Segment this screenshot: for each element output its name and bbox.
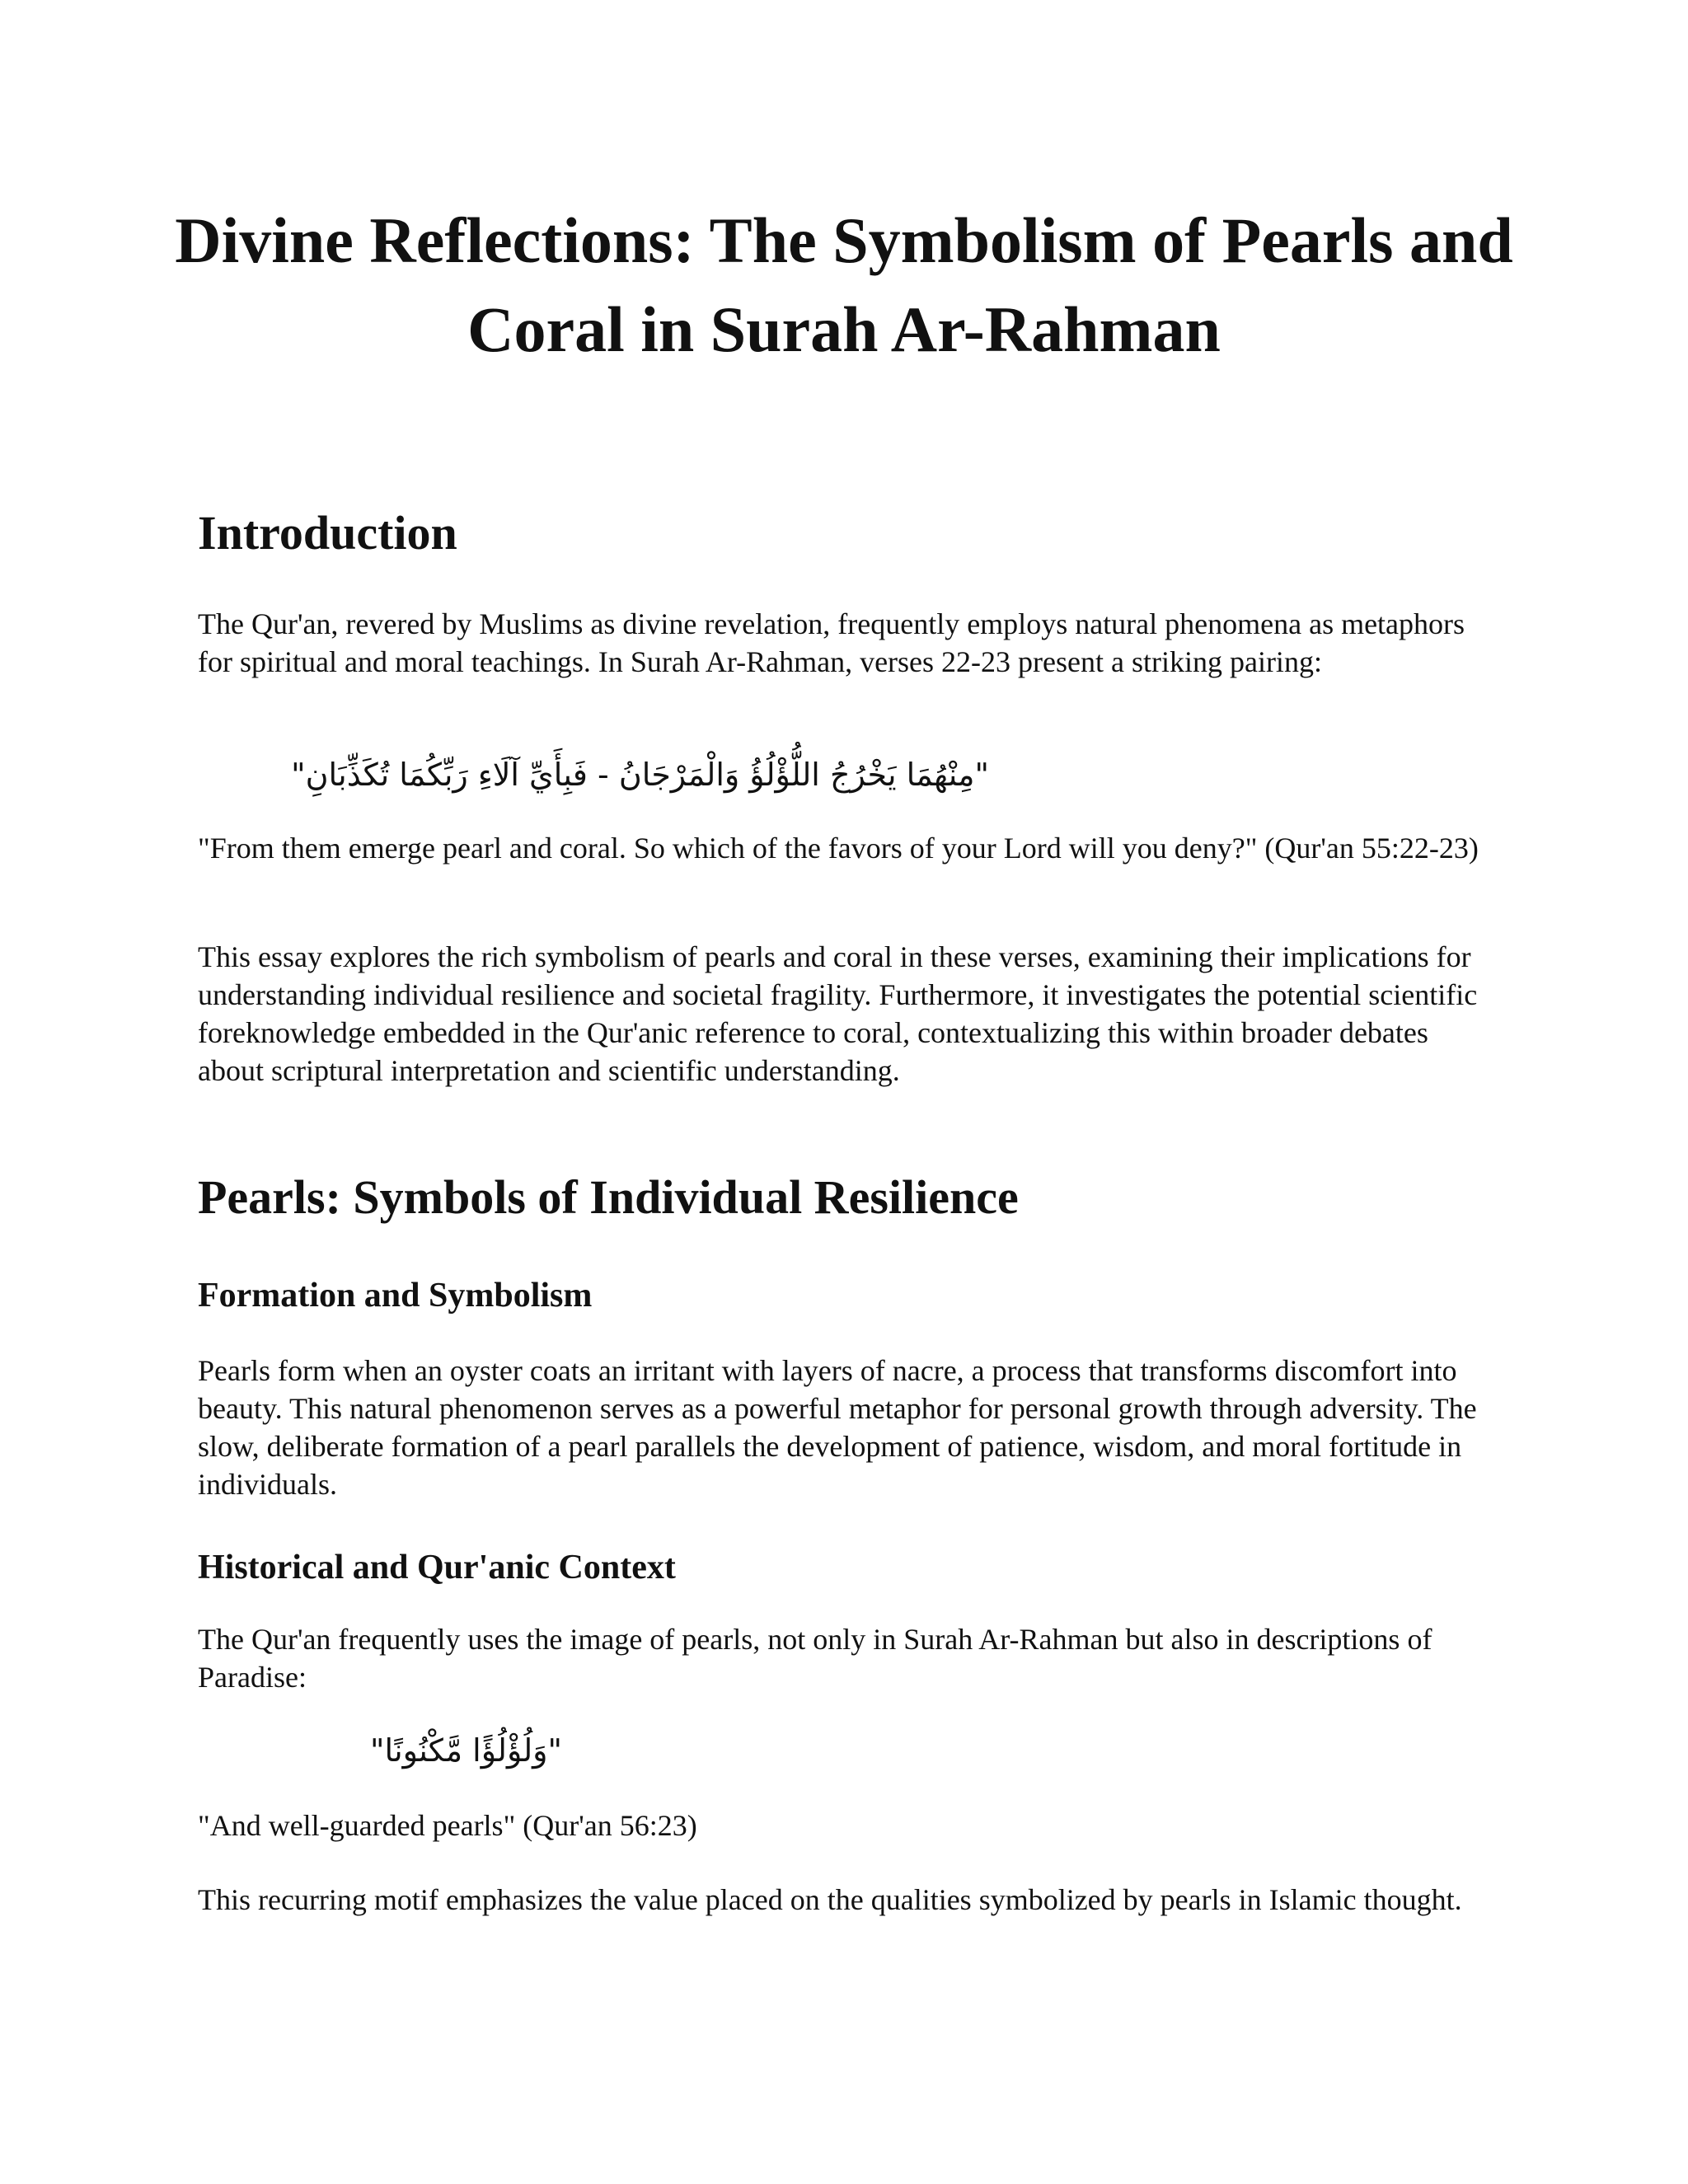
verse-translation-55-22-23: "From them emerge pearl and coral. So which of the favors of your Lord will you deny?" (Qur'an 55:22-23) <box>198 832 1479 865</box>
verse-translation-56-23: "And well-guarded pearls" (Qur'an 56:23) <box>198 1809 697 1842</box>
introduction-paragraph: The Qur'an, revered by Muslims as divine revelation, frequently employs natural phenomena as metaphors for spiritual and moral teachings. In Surah Ar-Rahman, verses 22-23 present a striking pairing: <box>198 607 1465 678</box>
section-heading-introduction: Introduction <box>198 506 457 560</box>
subsection-heading-historical-context: Historical and Qur'anic Context <box>198 1549 676 1586</box>
arabic-verse-55-22-23: "مِنْهُمَا يَخْرُجُ اللُّؤْلُؤُ وَالْمَرْجَانُ - فَبِأَيِّ آلَاءِ رَبِّكُمَا تُكَذِّبَانِ" <box>291 757 989 793</box>
formation-paragraph: Pearls form when an oyster coats an irritant with layers of nacre, a process that transforms discomfort into beauty. This natural phenomenon serves as a powerful metaphor for personal growth through adversity. The slow, deliberate formation of a pearl parallels the development of patience, wisdom, and moral fortitude in individuals. <box>198 1354 1477 1501</box>
historical-context-paragraph: The Qur'an frequently uses the image of pearls, not only in Surah Ar-Rahman but also in descriptions of Paradise: <box>198 1623 1432 1694</box>
essay-overview-paragraph: This essay explores the rich symbolism of pearls and coral in these verses, examining their implications for understanding individual resilience and societal fragility. Furthermore, it investigates the potential scientific foreknowledge embedded in the Qur'anic reference to coral, contextualizing this within broader debates about scriptural interpretation and scientific understanding. <box>198 940 1478 1087</box>
arabic-verse-56-23: "وَلُؤْلُؤًا مَّكْنُونًا" <box>370 1732 562 1769</box>
page-title: Divine Reflections: The Symbolism of Pearls and Coral in Surah Ar-Rahman <box>175 204 1513 365</box>
subsection-heading-formation: Formation and Symbolism <box>198 1277 593 1315</box>
section-heading-pearls: Pearls: Symbols of Individual Resilience <box>198 1170 1019 1224</box>
recurring-motif-paragraph: This recurring motif emphasizes the value placed on the qualities symbolized by pearls in Islamic thought. <box>198 1883 1462 1916</box>
